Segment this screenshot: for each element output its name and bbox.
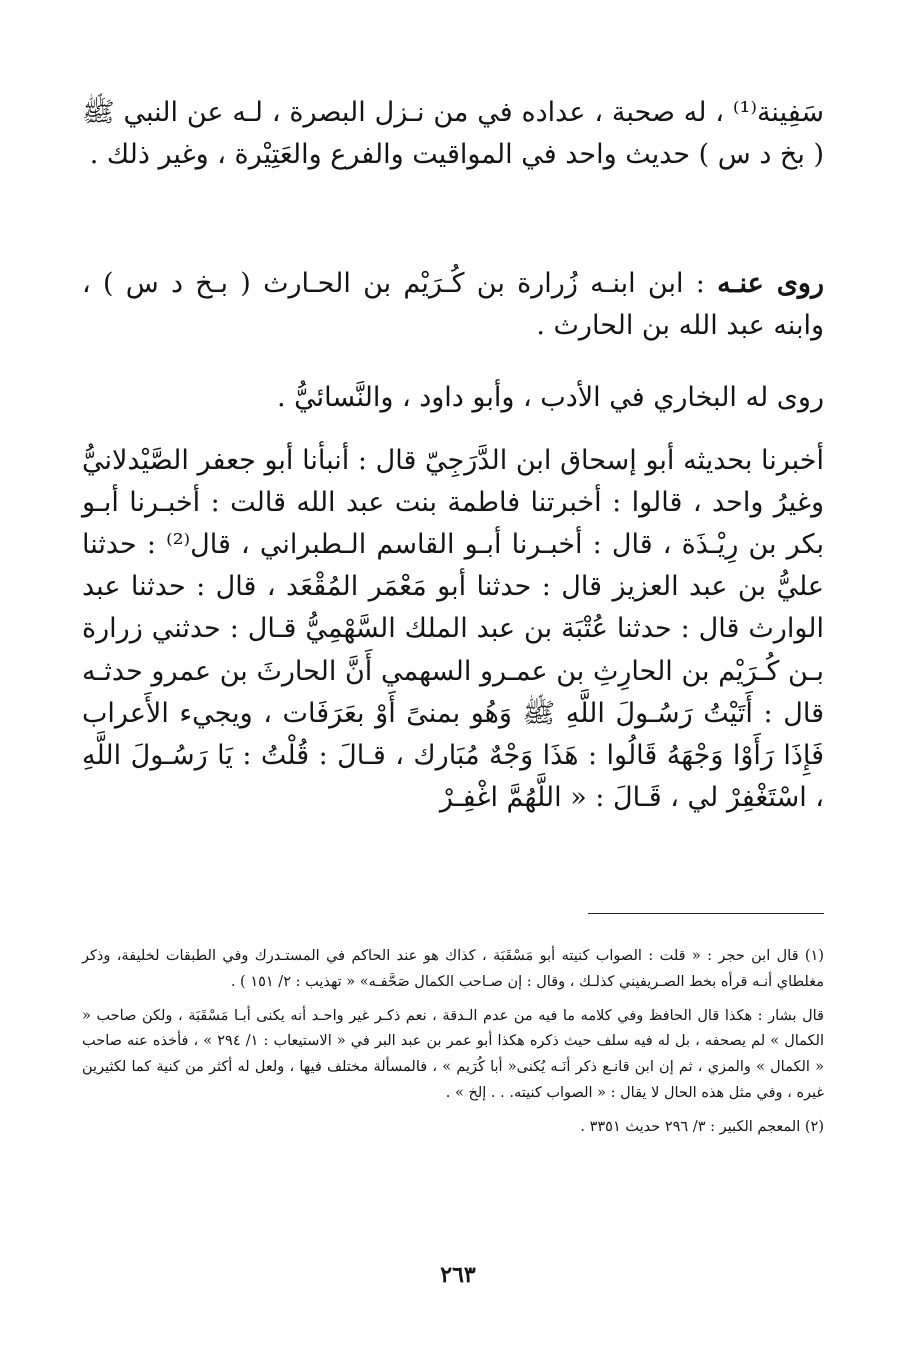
narrators-paragraph xyxy=(82,263,824,347)
hadith-chain-paragraph: أخبرنا بحديثه أبو إسحاق ابن الدَّرَجِيّ قال : أنبأنا أبو جعفر الصَّيْدلانيُّ وغيرُ واحد ، قالوا : أخبرتنا فاطمة بنت عبد الله قالت : أخبـرنا أبـو بكر بن رِيْـذَة ، قال : أخبـرنا أبـو القاسم الـطبراني ، قال⁽²⁾ : حدثنا عليُّ بن عبد العزيز قال : حدثنا أبو مَعْمَر المُقْعَد ، قال : حدثنا عبد الوارث قال : حدثنا عُتْبَة بن عبد الملك السَّهْمِيُّ قـال : حدثني زرارة بـن كُـرَيْم بن الحارِثِ بن عمـرو السهمي أَنَّ الحارثَ بن عمرو حدثـه قال : أَتَيْتُ رَسُـولَ اللَّهِ ﷺ وَهُو بمنىً أَوْ بعَرَفَات ، ويجيء الأَعراب فَإِذَا رَأَوْا وَجْهَهُ قَالُوا : هَذَا وَجْهٌ مُبَارك ، قـالَ : قُلْتُ : يَا رَسُـولَ اللَّهِ ، اسْتَغْفِرْ لي ، قَـالَ : « اللَّهُمَّ اغْفِـرْ xyxy=(82,445,824,813)
footnote-1-comment: قال بشار : هكذا قال الحافظ وفي كلامه ما فيه من عدم الـدقة ، نعم ذكـر غير واحـد أنه يكنى أبـا مَسْقَبَة ، ولكن صاحب « الكمال » لم يصحفه ، بل له فيه سلف حيث ذكره هكذا أبو عمر بن عبد البر في « الاستيعاب : ١/ ٢٩٤ » ، فأخذه عنه صاحب « الكمال » والمزي ، ثم إن ابن قانـع ذكر أنَـه يُكنى« أبا كُرَيم » ، فالمسألة مختلف فيها ، ولعل له أكثر من كنية كما لكثيرين غيره ، وفي مثل هذه الحال لا يقال : « الصواب كنيته. . . إلخ » . xyxy=(82,1007,824,1101)
collections-paragraph: روى له البخاري في الأدب ، وأبو داود ، والنَّسائيُّ . xyxy=(276,382,824,413)
footnotes-section xyxy=(82,944,824,1149)
narrators-text: : ابن ابنـه زُرارة بن كُـرَيْم بن الحـارث ( بـخ د س ) ، وابنه عبد الله بن الحارث . xyxy=(82,268,824,341)
page-number: ٢٦٣ xyxy=(440,1262,476,1288)
biography-paragraph: سَفِينة⁽¹⁾ ، له صحبة ، عداده في من نـزل البصرة ، لـه عن النبي ﷺ ( بخ د س ) حديث واحد في المواقيت والفرع والعَتِيْرة ، وغير ذلك . xyxy=(82,97,824,170)
narrators-heading: روى عنـه xyxy=(717,268,824,299)
footnote-1: (١) قال ابن حجر : « قلت : الصواب كنيته أبو مَسْقَبَة ، كذاك هو عند الحاكم في المستـدرك وفي الطبقات لخليفة، وذكر مغلطاي أنـه قرأه بخط الصـريفيني كذلـك ، وقال : إن صـاحب الكمال صَحَّفـه» « تهذيب : ٢/ ١٥١ ) . xyxy=(82,948,824,990)
footnote-2: (٢) المعجم الكبير : ٣/ ٢٩٦ حديث ٣٣٥١ . xyxy=(580,1118,824,1135)
footnote-separator xyxy=(588,913,824,914)
